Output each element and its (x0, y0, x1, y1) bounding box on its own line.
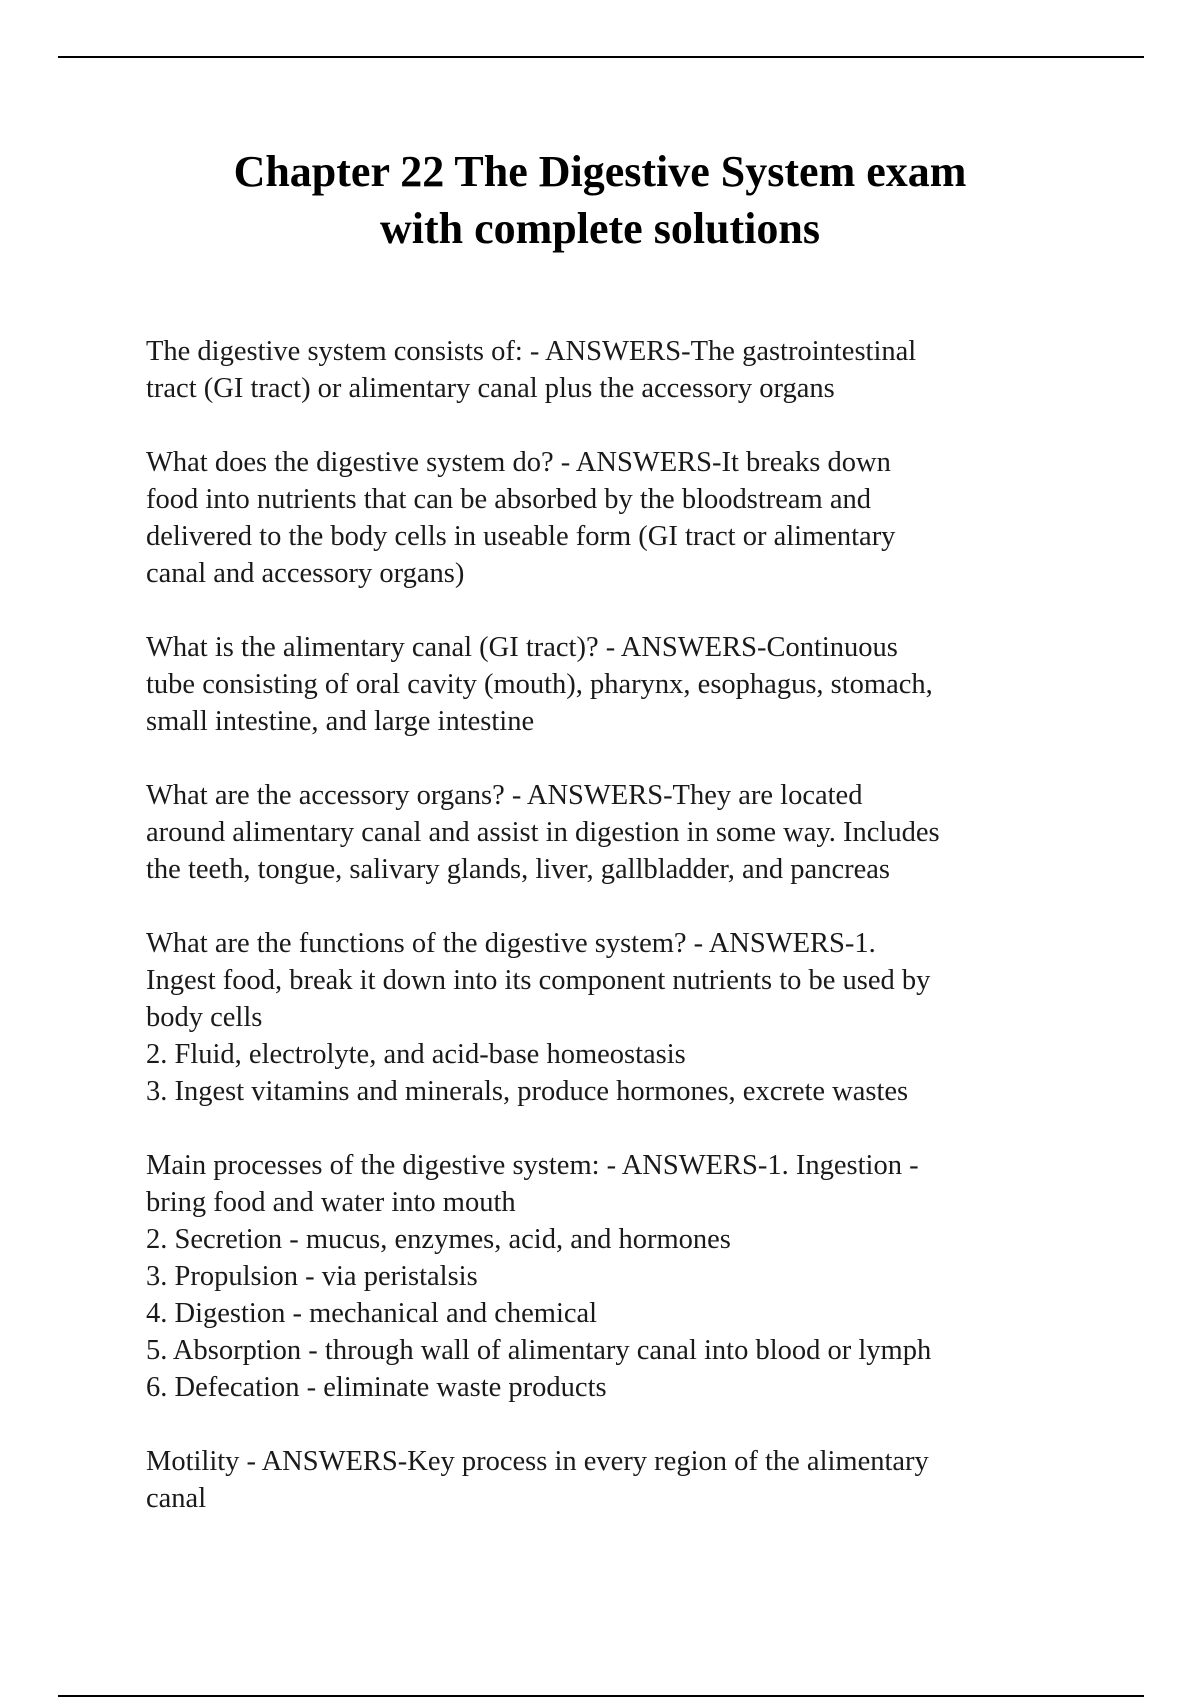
qa-line: food into nutrients that can be absorbed by the bloodstream and (146, 484, 871, 515)
qa-entry (146, 444, 1086, 592)
qa-line: The digestive system consists of: - ANSWERS-The gastrointestinal (146, 336, 917, 367)
qa-line: tube consisting of oral cavity (mouth), pharynx, esophagus, stomach, (146, 669, 933, 700)
qa-line: Ingest food, break it down into its component nutrients to be used by (146, 965, 931, 996)
qa-line: Motility - ANSWERS-Key process in every region of the alimentary (146, 1446, 929, 1477)
qa-entry (146, 777, 1086, 888)
qa-line: What are the functions of the digestive system? - ANSWERS-1. (146, 928, 876, 959)
qa-line: tract (GI tract) or alimentary canal plus the accessory organs (146, 373, 835, 404)
top-rule (58, 56, 1144, 58)
qa-line: 3. Propulsion - via peristalsis (146, 1261, 478, 1292)
bottom-rule (58, 1695, 1144, 1697)
qa-line: What are the accessory organs? - ANSWERS-They are located (146, 780, 863, 811)
qa-line: 2. Fluid, electrolyte, and acid-base homeostasis (146, 1039, 686, 1070)
qa-line: What is the alimentary canal (GI tract)? - ANSWERS-Continuous (146, 632, 898, 663)
qa-line: around alimentary canal and assist in digestion in some way. Includes (146, 817, 940, 848)
qa-line: canal and accessory organs) (146, 558, 465, 589)
qa-line: body cells (146, 1002, 263, 1033)
title-line-2: with complete solutions (380, 204, 820, 253)
qa-entry (146, 925, 1086, 1110)
qa-line: What does the digestive system do? - ANSWERS-It breaks down (146, 447, 891, 478)
qa-line: 2. Secretion - mucus, enzymes, acid, and hormones (146, 1224, 731, 1255)
qa-line: 4. Digestion - mechanical and chemical (146, 1298, 598, 1329)
qa-line: bring food and water into mouth (146, 1187, 516, 1218)
qa-line: canal (146, 1483, 207, 1514)
title-line-1: Chapter 22 The Digestive System exam (233, 147, 967, 196)
document-title (120, 143, 1080, 257)
qa-list (146, 333, 1086, 1554)
qa-line: small intestine, and large intestine (146, 706, 535, 737)
qa-entry (146, 333, 1086, 407)
qa-entry (146, 629, 1086, 740)
qa-line: the teeth, tongue, salivary glands, liver, gallbladder, and pancreas (146, 854, 890, 885)
qa-line: Main processes of the digestive system: - ANSWERS-1. Ingestion - (146, 1150, 919, 1181)
qa-line: delivered to the body cells in useable form (GI tract or alimentary (146, 521, 896, 552)
qa-line: 6. Defecation - eliminate waste products (146, 1372, 607, 1403)
qa-line: 3. Ingest vitamins and minerals, produce hormones, excrete wastes (146, 1076, 909, 1107)
qa-entry (146, 1147, 1086, 1406)
qa-line: 5. Absorption - through wall of alimentary canal into blood or lymph (146, 1335, 932, 1366)
qa-entry (146, 1443, 1086, 1517)
